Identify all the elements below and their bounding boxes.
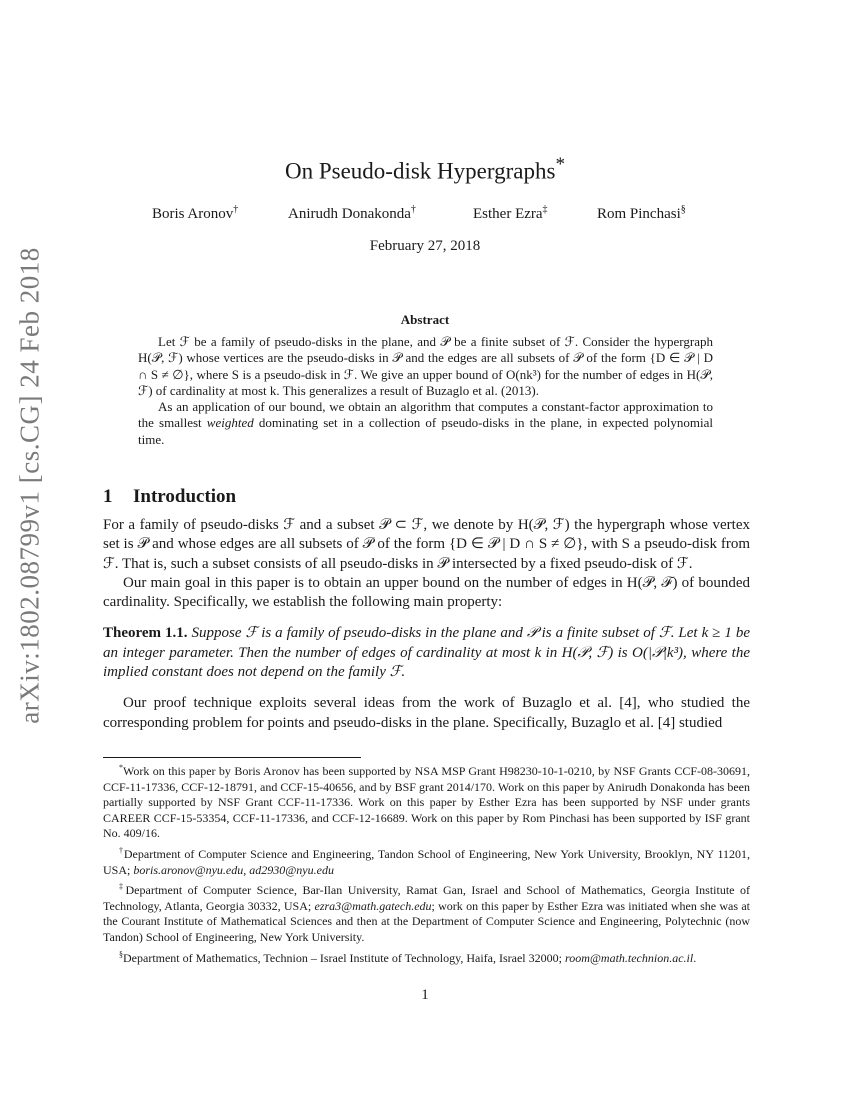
intro-paragraph-2: Our main goal in this paper is to obtain an upper bound on the number of edges in H(𝒫, ℱ) of bounded cardinality. Specifically, we establish the following main property:	[103, 574, 750, 611]
author-2: Anirudh Donakonda†	[288, 204, 416, 222]
footnote-nyu: †Department of Computer Science and Engineering, Tandon School of Engineering, New York University, Brooklyn, NY 11201, USA; boris.aronov@nyu.edu, ad2930@nyu.edu	[103, 845, 751, 877]
arxiv-identifier-stamp	[2, 246, 58, 724]
page-number: 1	[421, 987, 429, 1003]
abstract-heading: Abstract	[400, 312, 450, 327]
footnote-technion: §Department of Mathematics, Technion – Israel Institute of Technology, Haifa, Israel 32000; room@math.technion.ac.il.	[119, 949, 697, 965]
paper-title: On Pseudo-disk Hypergraphs*	[284, 154, 566, 184]
section-heading-introduction: 1 Introduction	[103, 486, 237, 507]
footnotes	[103, 760, 750, 967]
footnote-bar-ilan: ‡Department of Computer Science, Bar-Ilan University, Ramat Gan, Israel and School of Mathematics, Georgia Institute of Technology, Atlanta, Georgia 30332, USA; ezra3@math.gatech.edu; work on this paper by Esther Ezra was initiated when she was at the Courant Institute of Mathematical Sciences and then at the Department of Computer Science and Engineering, Polytechnic (now Tandon) School of Engineering, New York University.	[103, 882, 751, 944]
abstract-body	[138, 334, 713, 448]
author-4: Rom Pinchasi§	[597, 204, 686, 222]
paper-date: February 27, 2018	[369, 238, 481, 254]
footnote-rule	[103, 757, 361, 758]
abstract-paragraph-2: As an application of our bound, we obtain an algorithm that computes a constant-factor approximation to the smallest weighted dominating set in a collection of pseudo-disks in the plane, in expected polynomial time.	[138, 399, 713, 447]
footnote-funding: *Work on this paper by Boris Aronov has been supported by NSA MSP Grant H98230-10-1-0210, by NSF Grants CCF-08-30691, CCF-11-17336, CCF-12-18791, and CCF-15-40656, and by BSF grant 2014/170. Work on this paper by Anirudh Donakonda has been partially supported by NSF Grant CCF-11-17336. Work on this paper by Esther Ezra has been supported by NSF under grants CAREER CCF-15-53354, CCF-11-17336, and CCF-12-16689. Work on this paper by Rom Pinchasi has been supported by ISF grant No. 409/16.	[103, 763, 750, 841]
title-footnote-mark: *	[555, 154, 566, 175]
intro-paragraph-3: Our proof technique exploits several ideas from the work of Buzaglo et al. [4], who studied the corresponding problem for points and pseudo-disks in the plane. Specifically, Buzaglo et al. [4] studied	[103, 695, 750, 731]
theorem-1-1: Theorem 1.1. Suppose ℱ is a family of pseudo-disks in the plane and 𝒫 is a finite subset of ℱ. Let k ≥ 1 be an integer parameter. Then the number of edges of cardinality at most k in H(𝒫, ℱ) is O(|𝒫|k³), where the implied constant does not depend on the family ℱ.	[103, 625, 751, 681]
introduction-body	[103, 516, 750, 733]
author-3: Esther Ezra‡	[473, 204, 548, 222]
abstract-paragraph-1: Let ℱ be a family of pseudo-disks in the plane, and 𝒫 be a finite subset of ℱ. Consider the hypergraph H(𝒫, ℱ) whose vertices are the pseudo-disks in 𝒫 and the edges are all subsets of 𝒫 of the form {D ∈ 𝒫 | D ∩ S ≠ ∅}, where S is a pseudo-disk in ℱ. We give an upper bound of O(nk³) for the number of edges in H(𝒫, ℱ) of cardinality at most k. This generalizes a result of Buzaglo et al. (2013).	[138, 334, 713, 398]
author-1: Boris Aronov†	[152, 204, 239, 222]
arxiv-id-text: arXiv:1802.08799v1 [cs.CG] 24 Feb 2018	[14, 246, 45, 724]
intro-paragraph-1: For a family of pseudo-disks ℱ and a subset 𝒫 ⊂ ℱ, we denote by H(𝒫, ℱ) the hypergraph whose vertex set is 𝒫 and whose edges are all subsets of 𝒫 of the form {D ∈ 𝒫 | D ∩ S ≠ ∅}, with S a pseudo-disk from ℱ. That is, such a subset consists of all pseudo-disks in 𝒫 intersected by a fixed pseudo-disk of ℱ.	[103, 517, 750, 572]
